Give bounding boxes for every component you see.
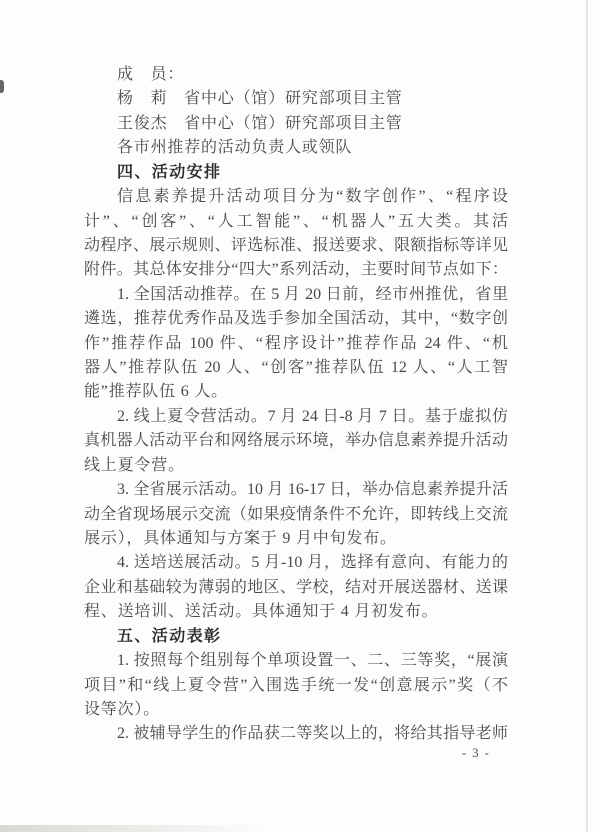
doc-line: 动程序、展示规则、评选标准、报送要求、限额指标等详见 <box>84 236 508 254</box>
roster-member-line: 王俊杰 省中心（馆）研究部项目主管 <box>117 114 403 132</box>
doc-line: 信息素养提升活动项目分为“数字创作”、“程序设 <box>117 188 508 206</box>
roster-member-line: 杨 莉 省中心（馆）研究部项目主管 <box>117 90 403 108</box>
doc-line: 动全省现场展示交流（如果疫情条件不允许，即转线上交流 <box>84 505 508 523</box>
doc-line: 4. 送培送展活动。5 月-10 月，选择有意向、有能力的 <box>117 554 508 572</box>
doc-line: 1. 按照每个组别每个单项设置一、二、三等奖，“展演 <box>117 652 508 670</box>
page-number: - 3 - <box>462 746 491 760</box>
section-heading-4: 四、活动安排 <box>117 163 222 181</box>
doc-line: 附件。其总体安排分“四大”系列活动，主要时间节点如下： <box>84 261 508 279</box>
roster-label-line: 成 员： <box>117 66 185 83</box>
doc-line: 作”推荐作品 100 件、“程序设计”推荐作品 24 件、“机 <box>84 334 508 352</box>
doc-line: 2. 被辅导学生的作品获二等奖以上的，将给其指导老师 <box>117 725 508 743</box>
doc-line: 设等次）。 <box>84 700 161 718</box>
doc-line: 1. 全国活动推荐。在 5 月 20 日前，经市州推优，省里 <box>117 285 508 303</box>
doc-line: 器人”推荐队伍 20 人、“创客”推荐队伍 12 人、“人工智 <box>84 359 508 377</box>
doc-line: 项目”和“线上夏令营”入围选手统一发“创意展示”奖（不 <box>84 676 508 694</box>
doc-line: 能”推荐队伍 6 人。 <box>84 383 228 401</box>
document-body <box>84 63 508 747</box>
doc-line: 真机器人活动平台和网络展示环境，举办信息素养提升活动 <box>84 432 508 450</box>
section-heading-5: 五、活动表彰 <box>117 627 222 645</box>
doc-line: 3. 全省展示活动。10 月 16-17 日，举办信息素养提升活 <box>117 481 508 499</box>
scan-edge-mark <box>0 80 4 93</box>
doc-line: 遴选，推荐优秀作品及选手参加全国活动，其中，“数字创 <box>84 310 508 328</box>
doc-line: 程、送培训、送活动。具体通知于 4 月初发布。 <box>84 603 439 621</box>
doc-line: 企业和基础较为薄弱的地区、学校，结对开展送器材、送课 <box>84 578 508 596</box>
doc-line: 计”、“创客”、“人工智能”、“机器人”五大类。其活 <box>84 212 508 230</box>
doc-line: 展示），具体通知与方案于 9 月中旬发布。 <box>84 530 397 548</box>
roster-member-line: 各市州推荐的活动负责人或领队 <box>117 139 353 157</box>
scan-bottom-smudge <box>0 825 270 832</box>
scan-right-streak <box>586 0 588 832</box>
doc-line: 2. 线上夏令营活动。7 月 24 日-8 月 7 日。基于虚拟仿 <box>117 407 508 425</box>
doc-line: 线上夏令营。 <box>84 456 185 474</box>
